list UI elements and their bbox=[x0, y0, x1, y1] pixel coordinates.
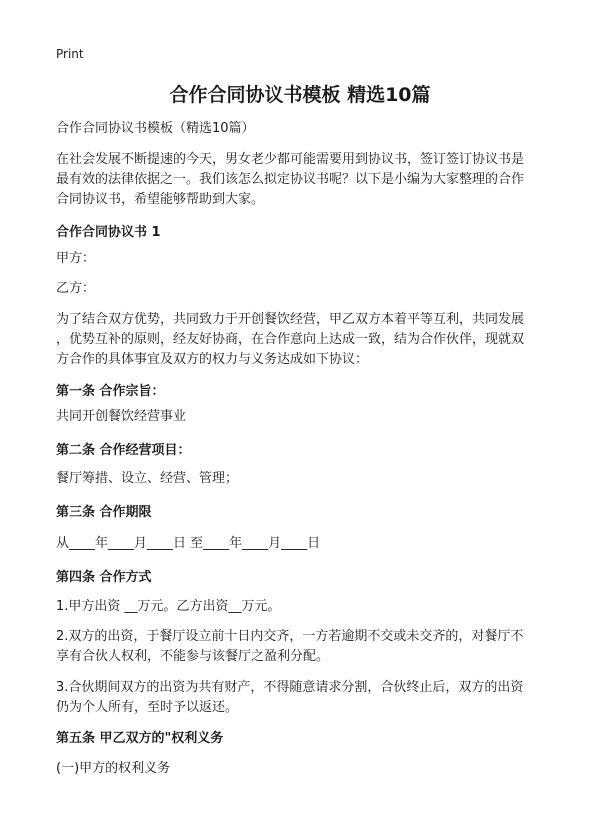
article-4-item-3-line-2: 仍为个人所有，至时予以返还。 bbox=[56, 700, 239, 715]
document-title: 合作合同协议书模板 精选10篇 bbox=[169, 84, 431, 106]
article-2-heading: 第二条 合作经营项目： bbox=[56, 443, 191, 458]
article-3-heading: 第三条 合作期限 bbox=[56, 505, 152, 520]
article-4-heading: 第四条 合作方式 bbox=[56, 570, 152, 585]
purpose-line-2: ，优势互补的原则，经友好协商，在合作意向上达成一致，结为合作伙伴，现就双 bbox=[56, 332, 525, 347]
article-1-heading: 第一条 合作宗旨： bbox=[56, 384, 165, 399]
party-a-label: 甲方： bbox=[56, 251, 96, 266]
article-4-item-3-line-1: 3.合伙期间双方的出资为共有财产，不得随意请求分割，合伙终止后，双方的出资 bbox=[56, 680, 524, 695]
article-5-heading: 第五条 甲乙双方的"权利义务 bbox=[56, 731, 224, 746]
party-b-label: 乙方： bbox=[56, 281, 96, 296]
print-link[interactable]: Print bbox=[56, 47, 84, 61]
article-2-text: 餐厅筹措、设立、经营、管理； bbox=[56, 471, 239, 486]
article-5-sub-1: (一)甲方的权利义务 bbox=[56, 761, 171, 776]
article-4-item-2-line-2: 享有合伙人权利，不能参与该餐厅之盈利分配。 bbox=[56, 649, 330, 664]
intro-line-2: 最有效的法律依据之一。我们该怎么拟定协议书呢？以下是小编为大家整理的合作 bbox=[56, 172, 525, 187]
intro-line-3: 合同协议书，希望能够帮助到大家。 bbox=[56, 192, 265, 207]
purpose-line-1: 为了结合双方优势，共同致力于开创餐饮经营，甲乙双方本着平等互利，共同发展 bbox=[56, 312, 525, 327]
document-subtitle: 合作合同协议书模板（精选10篇） bbox=[56, 121, 255, 136]
article-1-text: 共同开创餐饮经营事业 bbox=[56, 409, 187, 424]
intro-line-1: 在社会发展不断提速的今天，男女老少都可能需要用到协议书，签订签订协议书是 bbox=[56, 152, 525, 167]
article-4-item-2-line-1: 2.双方的出资，于餐厅设立前十日内交齐，一方若逾期不交或未交齐的，对餐厅不 bbox=[56, 629, 524, 644]
article-4-item-1: 1.甲方出资 __万元。乙方出资__万元。 bbox=[56, 599, 281, 614]
purpose-line-3: 方合作的具体事宜及双方的权力与义务达成如下协议： bbox=[56, 352, 369, 367]
article-3-text: 从____年____月____日 至____年____月____日 bbox=[56, 536, 321, 551]
section-title: 合作合同协议书 1 bbox=[56, 225, 161, 240]
